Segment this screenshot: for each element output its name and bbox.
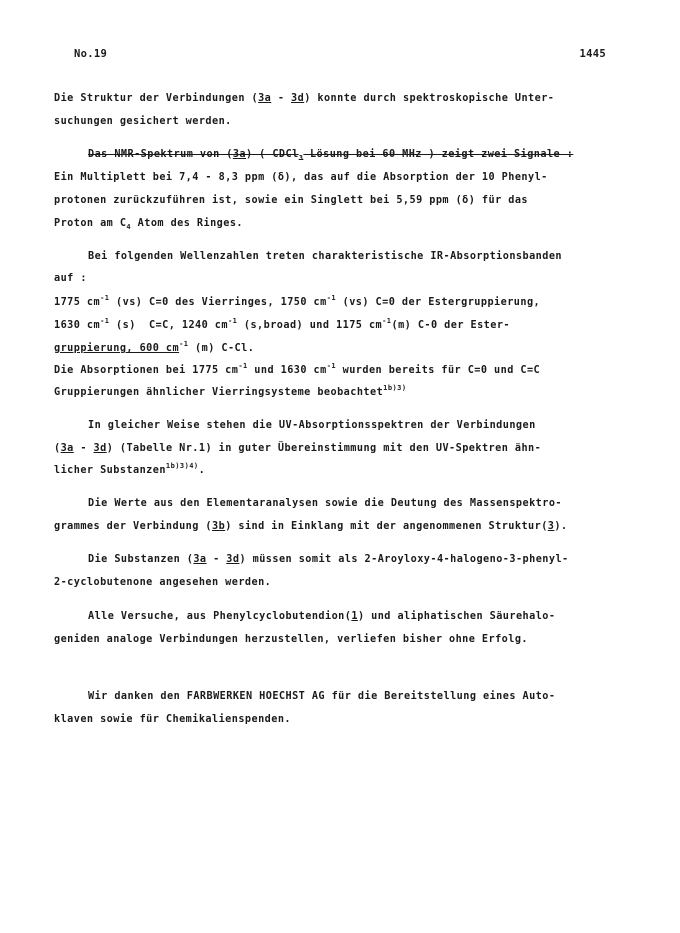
paragraph-attempts-line-2: geniden analoge Verbindungen herzustellen, verliefen bisher ohne Erfolg. — [54, 634, 529, 645]
paragraph-ir-line-3: 1775 $cm^{-1}$ (vs) C=0 des Vierringes, 1750 $cm^{-1}$ (vs) C=0 der Estergruppierung, — [54, 294, 541, 308]
journal-issue-number: No.19 — [74, 48, 108, 60]
paragraph-structure-line-2: suchungen gesichert werden. — [54, 116, 232, 127]
compound-ref-3d: 3d — [226, 554, 240, 565]
paragraph-attempts-line-1: Alle Versuche, aus Phenylcyclobutendion(1) und aliphatischen Säurehalo- — [88, 611, 556, 622]
compound-ref-3a: 3a — [232, 149, 247, 160]
paragraph-nmr-line-3: protonen zurückzuführen ist, sowie ein Singlett bei 5,59 ppm (δ) für das — [54, 195, 529, 206]
acknowledgement-line-2: klaven sowie für Chemikalienspenden. — [54, 714, 292, 725]
paragraph-substances-line-1: Die Substanzen (3a - 3d) müssen somit als 2-Aroyloxy-4-halogeno-3-phenyl- — [88, 554, 569, 565]
citation-superscript: 1b)3) — [383, 384, 407, 392]
compound-ref-3a: 3a — [60, 443, 74, 454]
paragraph-nmr-line-2: Ein Multiplett bei 7,4 - 8,3 ppm (δ), das auf die Absorption der 10 Phenyl- — [54, 172, 548, 183]
paragraph-nmr-line-4: Proton am $C_4$ Atom des Ringes. — [54, 218, 244, 231]
paragraph-ir-line-1: Bei folgenden Wellenzahlen treten charakteristische IR-Absorptionsbanden — [88, 251, 563, 262]
paragraph-analysis-line-2: grammes der Verbindung (3b) sind in Einklang mit der angenommenen Struktur(3). — [54, 521, 568, 532]
compound-ref-3b: 3b — [212, 521, 226, 532]
paragraph-ir-line-6: Die Absorptionen bei 1775 $cm^{-1}$ und 1630 $cm^{-1}$ wurden bereits für C=0 und C=C — [54, 362, 541, 376]
compound-ref-3d: 3d — [291, 93, 305, 104]
paragraph-uv-line-3: licher Substanzen$^{1b)3)4)}$. — [54, 462, 206, 476]
paragraph-ir-line-2: auf : — [54, 273, 87, 284]
compound-ref-3: 3 — [547, 521, 555, 532]
paragraph-nmr-line-1: Das NMR-Spektrum von (3a) ( CDCl$_3$ Lösung bei 60 MHz ) zeigt zwei Signale : — [88, 149, 574, 162]
paragraph-structure-line-1: Die Struktur der Verbindungen (3a - 3d) konnte durch spektroskopische Unter- — [54, 93, 555, 104]
compound-ref-3d: 3d — [93, 443, 107, 454]
paragraph-uv-line-2: (3a - 3d) (Tabelle Nr.1) in guter Übereinstimmung mit den UV-Spektren ähn- — [54, 443, 542, 454]
citation-superscript: 1b)3)4) — [165, 462, 199, 470]
compound-ref-1: 1 — [351, 611, 358, 622]
page-number: 1445 — [579, 48, 606, 60]
acknowledgement-line-1: Wir danken den FARBWERKEN HOECHST AG für die Bereitstellung eines Auto- — [88, 691, 556, 702]
paragraph-substances-line-2: 2-cyclobutenone angesehen werden. — [54, 577, 272, 588]
paragraph-ir-line-5: gruppierung, 600 $cm^{-1}$ (m) C-Cl. — [54, 340, 255, 354]
compound-ref-3a: 3a — [193, 554, 207, 565]
compound-ref-3a: 3a — [258, 93, 272, 104]
paragraph-ir-line-4: 1630 $cm^{-1}$ (s) C=C, 1240 $cm^{-1}$ (s,broad) und 1175 $cm^{-1}(m)$ C-0 der Ester- — [54, 317, 510, 331]
paragraph-analysis-line-1: Die Werte aus den Elementaranalysen sowie die Deutung des Massenspektro- — [88, 498, 563, 509]
paragraph-uv-line-1: In gleicher Weise stehen die UV-Absorptionsspektren der Verbindungen — [88, 420, 536, 431]
paragraph-ir-line-7: Gruppierungen ähnlicher Vierringsysteme beobachtet$^{1b)3)}$ — [54, 384, 407, 398]
